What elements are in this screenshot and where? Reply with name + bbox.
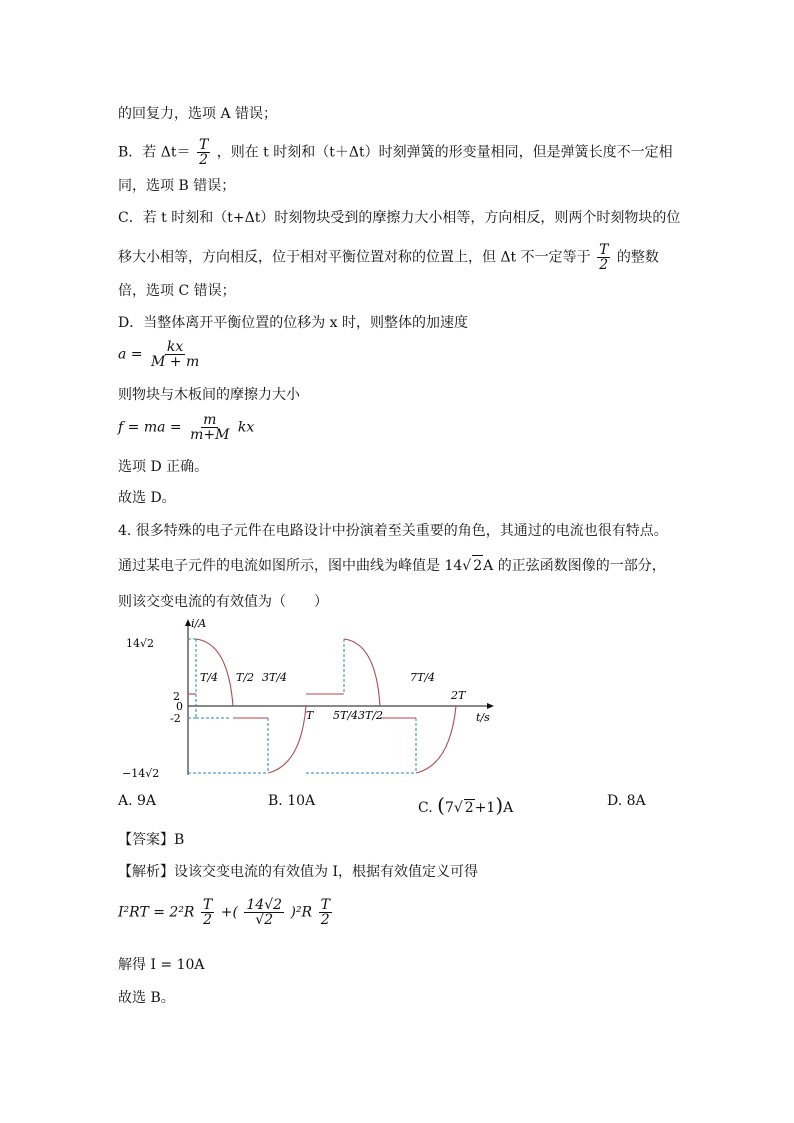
x-tick-label: T [306, 709, 314, 722]
fraction: $\frac{T}{2}$ [198, 137, 209, 168]
x-axis-arrow [487, 703, 494, 709]
text-line: 移大小相等，方向相反，位于相对平衡位置对称的位置上，但 Δt 不一定等于 $\frac{T}{2}$ 的整数 [118, 242, 659, 273]
option-c: C. (7√ 2+1)A [418, 793, 514, 817]
question-4-line: 则该交变电流的有效值为（ ） [118, 594, 328, 610]
y-tick-label: 0 [176, 700, 183, 713]
equation-f: f = ma = $\frac{m}{m+M}$ kx [118, 412, 255, 443]
x-tick-label: T/4 [200, 671, 219, 684]
answer-label: 【答案】B [118, 832, 185, 848]
y-tick-label: 14√2 [126, 637, 155, 650]
y-axis-label: i/A [191, 617, 207, 630]
x-tick-label: 5T/4 [333, 709, 359, 722]
x-tick-label: T/2 [236, 671, 255, 684]
y-tick-label: 2 [173, 690, 180, 703]
text-line: 同，选项 B 错误； [118, 178, 236, 194]
x-tick-label: 3T/4 [262, 671, 288, 684]
text-line: 故选 D。 [118, 490, 176, 506]
text-line: 倍，选项 C 错误； [118, 283, 236, 299]
result-line: 解得 I = 10A [118, 957, 205, 973]
main-equation: I²RT = 2²R $\frac{T}{2}$ +( $\frac{14√2}{√2}$ )²R $\frac{T}{2}$ [118, 897, 330, 928]
y-tick-label: −14√2 [122, 767, 160, 780]
x-tick-label: 3T/2 [358, 709, 384, 722]
option-b: B. 10A [268, 793, 316, 809]
text-line: 选项 D 正确。 [118, 459, 209, 475]
text-line: D．当整体离开平衡位置的位移为 x 时，则整体的加速度 [118, 315, 469, 331]
analysis-text: 【解析】设该交变电流的有效值为 I，根据有效值定义可得 [118, 864, 478, 880]
fraction: $\frac{T}{2}$ [599, 242, 609, 273]
question-4-line: 通过某电子元件的电流如图所示，图中曲线为峰值是 14√ 2A 的正弦函数图像的一部分， [118, 555, 666, 576]
option-b-line: B．若 Δt＝ $\frac{T}{2}$ ，则在 t 时刻和（t＋Δt）时刻弹簧的形变量相同，但是弹簧长度不一定相 [118, 137, 673, 168]
text-line: C．若 t 时刻和（t+Δt）时刻物块受到的摩擦力大小相等，方向相反，则两个时刻物块的位 [118, 210, 681, 226]
y-tick-label: -2 [170, 712, 181, 725]
x-axis-label: t/s [476, 711, 490, 724]
option-a: A. 9A [118, 793, 157, 809]
conclusion-line: 故选 B。 [118, 990, 175, 1006]
current-graph [118, 615, 498, 783]
text-line: 则物块与木板间的摩擦力大小 [118, 387, 300, 403]
x-tick-label: 2T [451, 689, 466, 702]
x-tick-label: 7T/4 [410, 671, 436, 684]
equation-a: a = $\frac{kx}{M + m}$ [118, 339, 200, 370]
text-line: 的回复力，选项 A 错误； [118, 106, 278, 122]
option-d: D. 8A [607, 793, 646, 809]
question-4-line: 4. 很多特殊的电子元件在电路设计中扮演着至关重要的角色，其通过的电流也很有特点。 [118, 523, 668, 539]
